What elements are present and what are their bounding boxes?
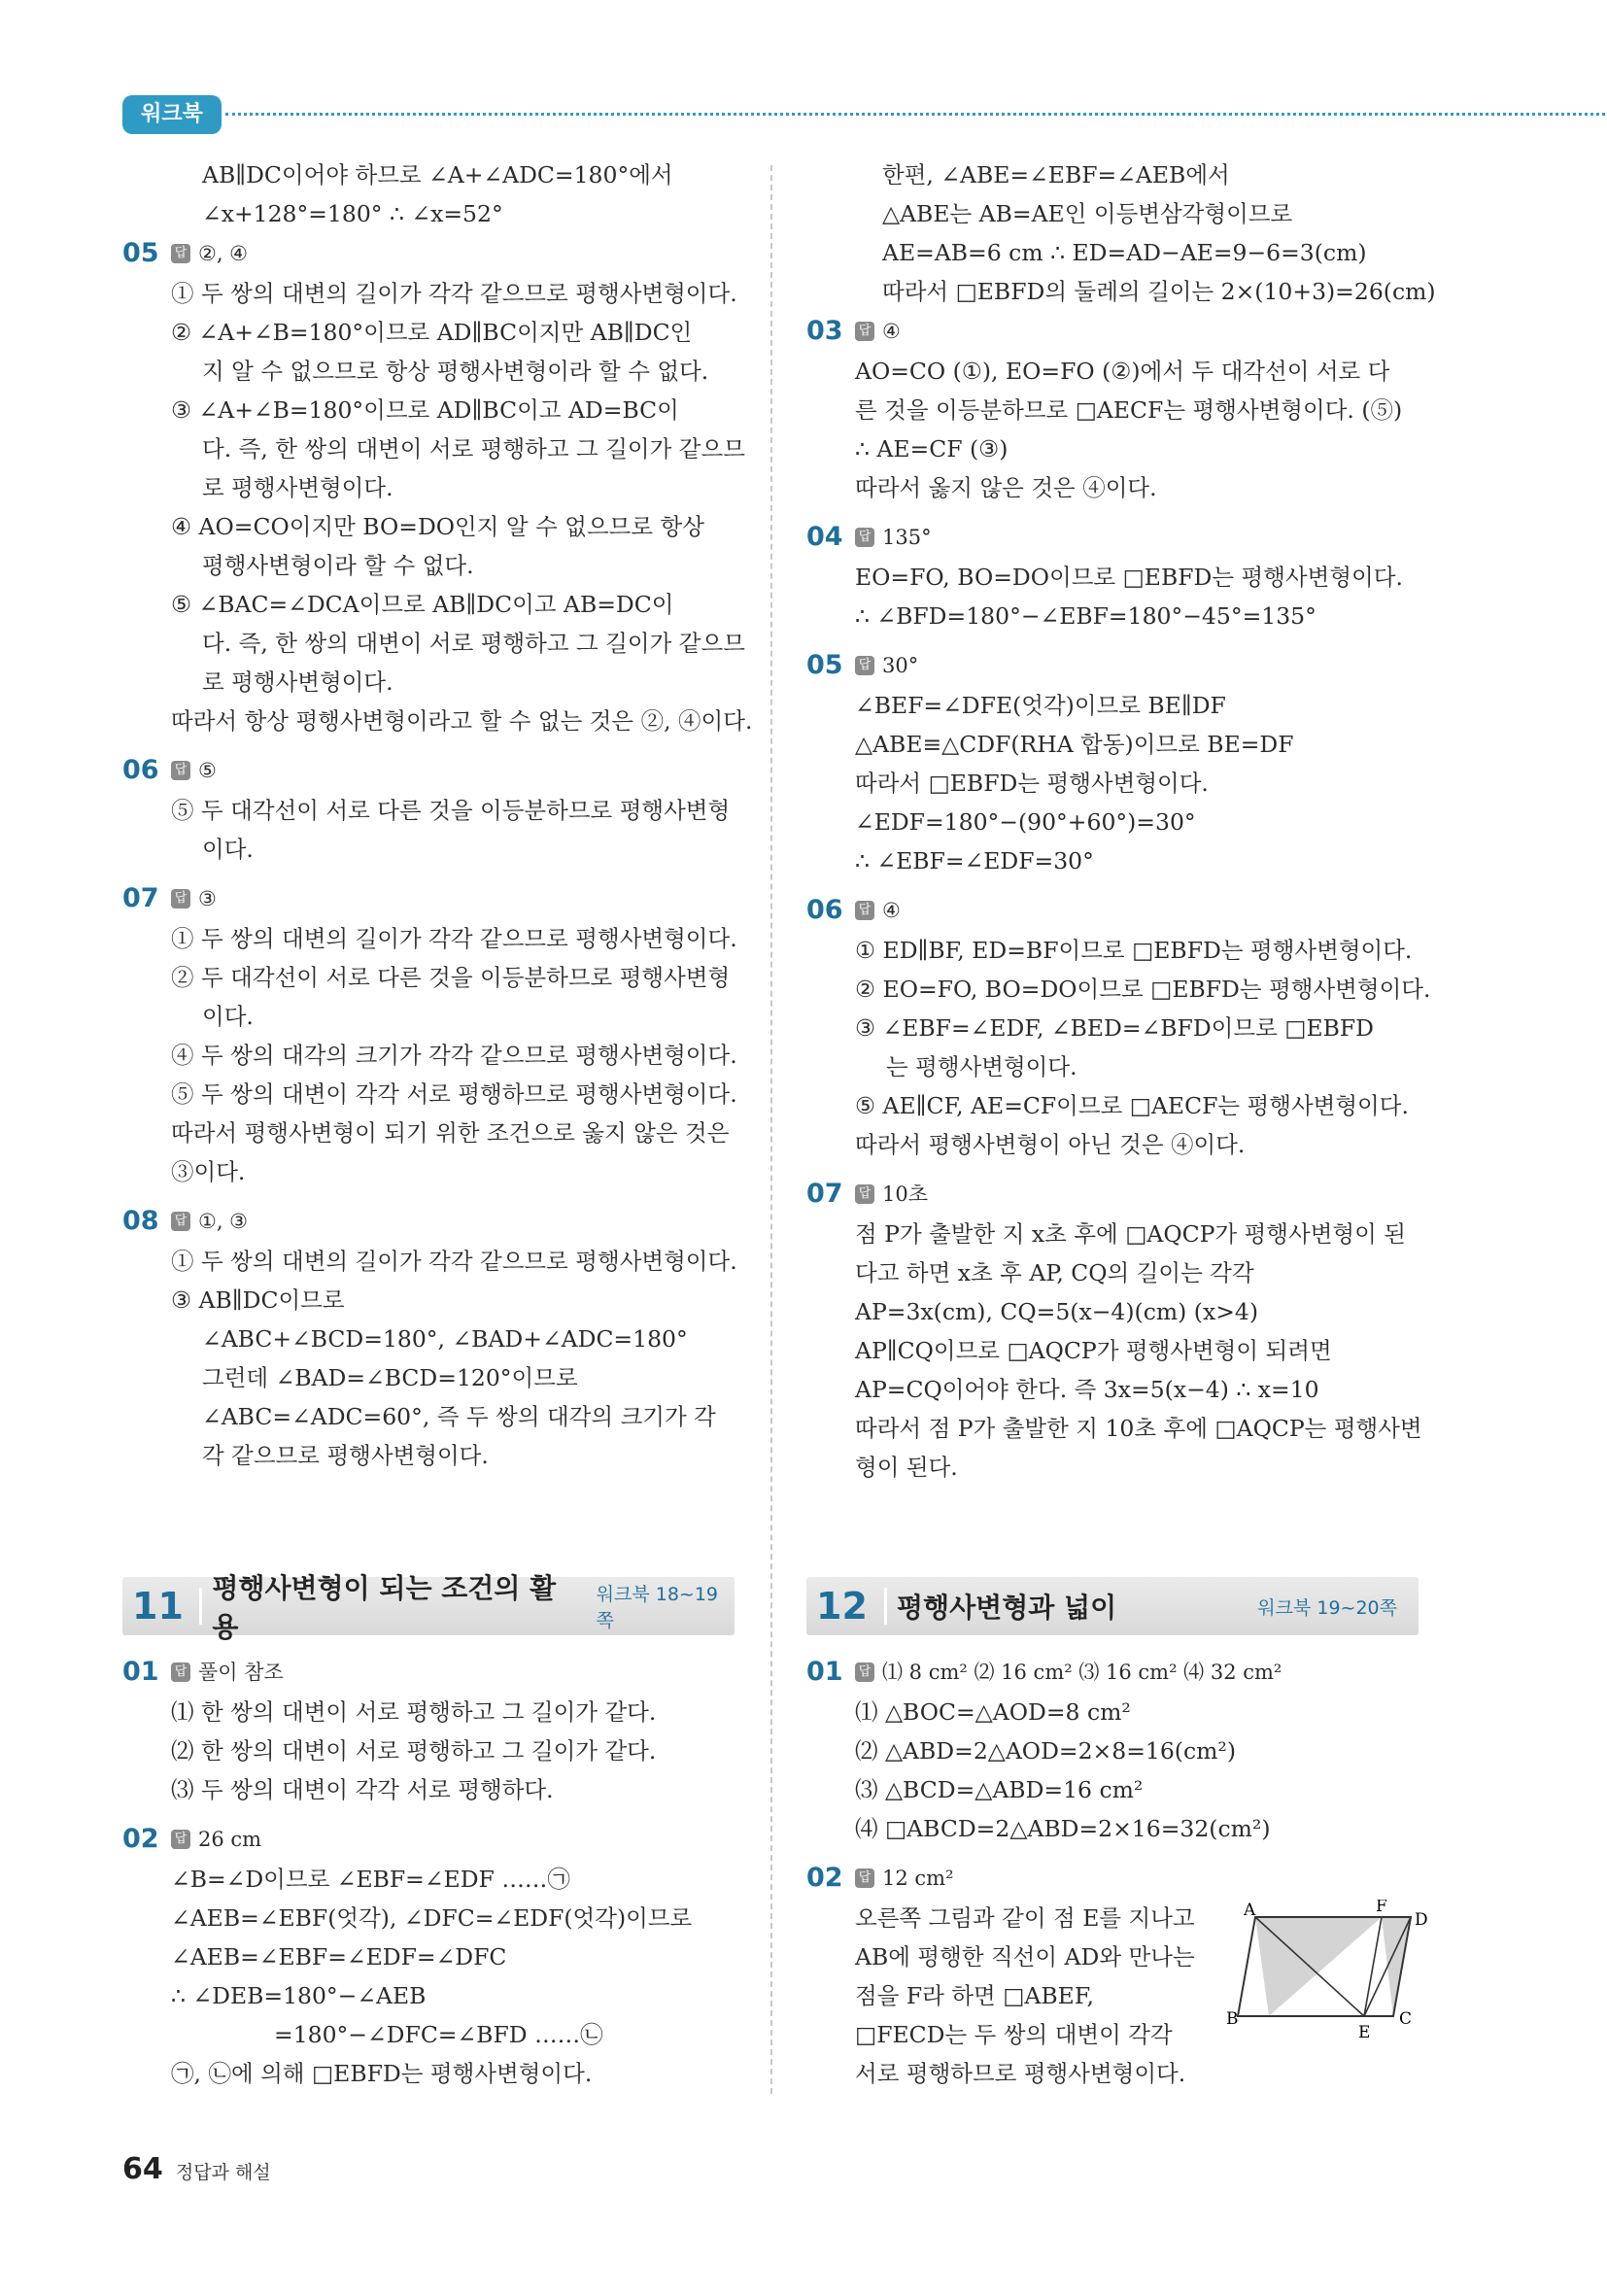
problem-block	[806, 890, 1431, 1164]
solution-line: ⑷ □ABCD=2△ABD=2×16=32(cm²)	[855, 1815, 1271, 1842]
problem-block	[806, 311, 1428, 507]
problem-answer: ②, ④	[198, 242, 249, 265]
section-12-header	[806, 1577, 1419, 1635]
solution-line: □FECD는 두 쌍의 대변이 각각	[855, 2021, 1173, 2048]
solution-line: AB에 평행한 직선이 AD와 만나는	[855, 1943, 1195, 1970]
solution-line: ㉠, ㉡에 의해 □EBFD는 평행사변형이다.	[171, 2060, 593, 2087]
solution-line: AP=3x(cm), CQ=5(x−4)(cm) (x>4)	[855, 1298, 1259, 1325]
problem-header	[806, 645, 1428, 686]
left-column	[122, 155, 753, 1485]
problem-block	[122, 1819, 744, 2093]
solution-line: 른 것을 이등분하므로 □AECF는 평행사변형이다. (⑤)	[855, 396, 1403, 424]
solution-line: ∴ ∠DEB=180°−∠AEB	[171, 1982, 427, 2009]
page-number: 64	[122, 2152, 163, 2186]
solution-line: ∠B=∠D이므로 ∠EBF=∠EDF ……㉠	[171, 1866, 570, 1893]
solution-line: ① 두 쌍의 대변의 길이가 각각 같으므로 평행사변형이다.	[171, 1248, 737, 1275]
answer-icon: 답	[855, 322, 874, 341]
solution-line: ⑵ △ABD=2△AOD=2×8=16(cm²)	[855, 1737, 1236, 1765]
problem-header	[122, 878, 744, 919]
solution-line: ∠BEF=∠DFE(엇각)이므로 BE∥DF	[855, 692, 1226, 719]
problem-header	[122, 750, 744, 791]
answer-icon: 답	[855, 1662, 874, 1682]
solution-line: 서로 평행하므로 평행사변형이다.	[855, 2060, 1186, 2087]
solution-line: 이다.	[202, 836, 254, 863]
problem-block	[806, 1652, 1428, 1848]
problem-block	[806, 645, 1428, 880]
solution-line: 평행사변형이라 할 수 없다.	[202, 552, 474, 579]
intro-line: 따라서 □EBFD의 둘레의 길이는 2×(10+3)=26(cm)	[882, 278, 1436, 305]
problem-block	[122, 878, 744, 1191]
solution-line: ⑵ 한 쌍의 대변이 서로 평행하고 그 길이가 같다.	[171, 1737, 657, 1765]
solution-line: 따라서 평행사변형이 아닌 것은 ④이다.	[855, 1131, 1246, 1158]
problem-header	[806, 517, 1428, 558]
problem-answer: 12 cm²	[882, 1867, 954, 1890]
solution-line: 다고 하면 x초 후 AP, CQ의 길이는 각각	[855, 1259, 1254, 1286]
solution-line: ③ ∠A+∠B=180°이므로 AD∥BC이고 AD=BC이	[171, 396, 679, 424]
problem-block	[122, 1652, 744, 1809]
problem-header	[122, 1201, 744, 1242]
solution-line: 각 같으므로 평행사변형이다.	[202, 1442, 489, 1469]
intro-line: AE=AB=6 cm ∴ ED=AD−AE=9−6=3(cm)	[882, 239, 1367, 266]
section-11-header	[122, 1572, 735, 1643]
solution-line: ⑤ AE∥CF, AE=CF이므로 □AECF는 평행사변형이다.	[855, 1092, 1409, 1119]
solution-line: ∠AEB=∠EBF=∠EDF=∠DFC	[171, 1943, 507, 1970]
solution-line: 다. 즉, 한 쌍의 대변이 서로 평행하고 그 길이가 같으므	[202, 435, 745, 463]
section-divider-bar	[199, 1588, 202, 1625]
label-b: B	[1226, 2009, 1239, 2029]
section-title: 평행사변형과 넓이	[897, 1592, 1117, 1624]
solution-line: 따라서 항상 평행사변형이라고 할 수 없는 것은 ②, ④이다.	[171, 707, 753, 735]
answer-icon: 답	[171, 1212, 190, 1231]
problem-header	[122, 1819, 744, 1860]
solution-line: ① ED∥BF, ED=BF이므로 □EBFD는 평행사변형이다.	[855, 937, 1413, 964]
answer-icon: 답	[171, 889, 190, 908]
problem-answer: ①, ③	[198, 1210, 249, 1233]
solution-line: 는 평행사변형이다.	[886, 1053, 1077, 1080]
solution-line: =180°−∠DFC=∠BFD ……㉡	[274, 2021, 603, 2048]
problem-header	[806, 311, 1428, 352]
workbook-tag: 워크북	[122, 95, 222, 134]
problem-header	[122, 1652, 744, 1693]
solution-line: ∴ AE=CF (③)	[855, 435, 1009, 463]
problem-number: 06	[806, 895, 843, 925]
solution-line: 이다.	[202, 1003, 254, 1030]
section-workbook-ref: 워크북 18~19쪽	[596, 1584, 719, 1631]
solution-line: ⑤ ∠BAC=∠DCA이므로 AB∥DC이고 AB=DC이	[171, 591, 674, 618]
solution-line: 지 알 수 없으므로 항상 평행사변형이라 할 수 없다.	[202, 358, 709, 385]
solution-line: AP=CQ이어야 한다. 즉 3x=5(x−4) ∴ x=10	[855, 1376, 1319, 1403]
section-workbook-ref: 워크북 19~20쪽	[1257, 1596, 1397, 1619]
section-number: 11	[132, 1585, 184, 1628]
solution-line: ∠ABC+∠BCD=180°, ∠BAD+∠ADC=180°	[202, 1325, 688, 1353]
right-column	[806, 155, 1436, 1496]
solution-line: ④ 두 쌍의 대각의 크기가 각각 같으므로 평행사변형이다.	[171, 1042, 737, 1069]
answer-icon: 답	[855, 656, 874, 675]
problem-number: 07	[122, 883, 159, 913]
problem-number: 01	[122, 1657, 159, 1687]
problem-block	[122, 750, 744, 869]
solution-line: ③이다.	[171, 1158, 246, 1185]
label-f: F	[1376, 1900, 1387, 1916]
problem-answer: ⑴ 8 cm² ⑵ 16 cm² ⑶ 16 cm² ⑷ 32 cm²	[882, 1661, 1282, 1684]
problem-answer: ⑤	[198, 759, 217, 782]
solution-line: ⑶ △BCD=△ABD=16 cm²	[855, 1776, 1144, 1803]
answer-icon: 답	[855, 528, 874, 547]
solution-line: 오른쪽 그림과 같이 점 E를 지나고	[855, 1904, 1195, 1932]
problem-number: 04	[806, 522, 843, 552]
problem-header	[806, 1858, 1428, 1899]
problem-number: 06	[122, 755, 159, 785]
column-divider	[770, 165, 772, 2094]
intro-line: 한편, ∠ABE=∠EBF=∠AEB에서	[882, 161, 1230, 188]
label-a: A	[1244, 1901, 1256, 1920]
solution-line: AO=CO (①), EO=FO (②)에서 두 대각선이 서로 다	[855, 358, 1390, 385]
problem-answer: 135°	[882, 526, 932, 549]
solution-line: ⑴ △BOC=△AOD=8 cm²	[855, 1698, 1131, 1726]
solution-line: AP∥CQ이므로 □AQCP가 평행사변형이 되려면	[855, 1337, 1332, 1364]
solution-line: ∠ABC=∠ADC=60°, 즉 두 쌍의 대각의 크기가 각	[202, 1403, 716, 1430]
answer-icon: 답	[171, 761, 190, 780]
solution-line: ∠AEB=∠EBF(엇각), ∠DFC=∠EDF(엇각)이므로	[171, 1904, 693, 1932]
problem-number: 08	[122, 1206, 159, 1236]
problem-number: 03	[806, 316, 843, 346]
problem-block	[806, 517, 1428, 635]
label-c: C	[1399, 2009, 1413, 2029]
problem-number: 07	[806, 1179, 843, 1209]
solution-line: ② ∠A+∠B=180°이므로 AD∥BC이지만 AB∥DC인	[171, 319, 693, 346]
solution-line: ⑤ 두 대각선이 서로 다른 것을 이등분하므로 평행사변형	[171, 797, 731, 824]
solution-line: 따라서 점 P가 출발한 지 10초 후에 □AQCP는 평행사변	[855, 1415, 1422, 1442]
problem-number: 02	[122, 1824, 159, 1854]
solution-line: 따라서 □EBFD는 평행사변형이다.	[855, 770, 1209, 797]
problem-answer: 풀이 참조	[198, 1661, 284, 1684]
intro-line: △ABE는 AB=AE인 이등변삼각형이므로	[882, 200, 1293, 227]
problem-answer: 10초	[882, 1182, 929, 1206]
header-dotted-line	[225, 113, 1605, 116]
solution-line: 로 평행사변형이다.	[202, 474, 393, 501]
segment-fe	[1364, 1917, 1382, 2016]
section-divider-bar	[884, 1588, 887, 1625]
label-d: D	[1415, 1910, 1428, 1930]
solution-line: ② EO=FO, BO=DO이므로 □EBFD는 평행사변형이다.	[855, 976, 1431, 1003]
solution-line: ⑶ 두 쌍의 대변이 각각 서로 평행하다.	[171, 1776, 554, 1803]
section-number: 12	[816, 1585, 868, 1628]
solution-line: 로 평행사변형이다.	[202, 668, 393, 696]
problem-header	[806, 1174, 1428, 1215]
problem-header	[806, 890, 1428, 931]
problem-block	[806, 1174, 1428, 1487]
answer-icon: 답	[855, 1868, 874, 1888]
label-e: E	[1358, 2023, 1371, 2042]
problem-header	[122, 233, 744, 274]
answer-icon: 답	[171, 244, 190, 263]
problem-number: 05	[122, 238, 159, 268]
solution-line: ③ ∠EBF=∠EDF, ∠BED=∠BFD이므로 □EBFD	[855, 1014, 1375, 1042]
solution-line: EO=FO, BO=DO이므로 □EBFD는 평행사변형이다.	[855, 564, 1403, 591]
answer-icon: 답	[855, 1184, 874, 1204]
problem-number: 01	[806, 1657, 843, 1687]
solution-line: 형이 된다.	[855, 1454, 958, 1481]
intro-line: AB∥DC이어야 하므로 ∠A+∠ADC=180°에서	[202, 161, 673, 188]
solution-line: ⑴ 한 쌍의 대변이 서로 평행하고 그 길이가 같다.	[171, 1698, 657, 1726]
problem-answer: 26 cm	[198, 1828, 262, 1851]
solution-line: ① 두 쌍의 대변의 길이가 각각 같으므로 평행사변형이다.	[171, 925, 737, 952]
problem-block	[122, 233, 753, 740]
solution-line: ④ AO=CO이지만 BO=DO인지 알 수 없으므로 항상	[171, 513, 704, 540]
solution-line: 따라서 옳지 않은 것은 ④이다.	[855, 474, 1157, 501]
answer-icon: 답	[855, 901, 874, 920]
problem-answer: 30°	[882, 654, 919, 677]
solution-line: △ABE≡△CDF(RHA 합동)이므로 BE=DF	[855, 731, 1294, 758]
solution-line: 그런데 ∠BAD=∠BCD=120°이므로	[202, 1364, 578, 1391]
solution-line: 다. 즉, 한 쌍의 대변이 서로 평행하고 그 길이가 같으므	[202, 630, 745, 657]
footer-label: 정답과 해설	[175, 2162, 271, 2183]
solution-line: ∴ ∠BFD=180°−∠EBF=180°−45°=135°	[855, 602, 1316, 630]
answer-icon: 답	[171, 1830, 190, 1849]
problem-header	[806, 1652, 1428, 1693]
problem-answer: ④	[882, 320, 901, 343]
solution-line: 점 P가 출발한 지 x초 후에 □AQCP가 평행사변형이 된	[855, 1220, 1406, 1248]
solution-line: ∴ ∠EBF=∠EDF=30°	[855, 847, 1094, 874]
section-11-body	[122, 1652, 744, 2103]
solution-line: 따라서 평행사변형이 되기 위한 조건으로 옳지 않은 것은	[171, 1119, 730, 1147]
parallelogram-figure	[1226, 1900, 1430, 2045]
intro-line: ∠x+128°=180° ∴ ∠x=52°	[202, 200, 503, 227]
section-title: 평행사변형이 되는 조건의 활용	[212, 1572, 557, 1643]
problem-answer: ④	[882, 899, 901, 922]
solution-line: 점을 F라 하면 □ABEF,	[855, 1982, 1094, 2009]
problem-number: 02	[806, 1863, 843, 1893]
problem-block	[122, 1201, 744, 1475]
page-footer	[122, 2152, 271, 2186]
solution-line: ⑤ 두 쌍의 대변이 각각 서로 평행하므로 평행사변형이다.	[171, 1080, 737, 1108]
problem-answer: ③	[198, 887, 217, 910]
answer-icon: 답	[171, 1662, 190, 1682]
solution-line: ∠EDF=180°−(90°+60°)=30°	[855, 808, 1196, 836]
solution-line: ③ AB∥DC이므로	[171, 1286, 345, 1314]
triangle-abe-shade	[1255, 1917, 1382, 2016]
solution-line: ① 두 쌍의 대변의 길이가 각각 같으므로 평행사변형이다.	[171, 280, 737, 307]
problem-number: 05	[806, 650, 843, 680]
solution-line: ② 두 대각선이 서로 다른 것을 이등분하므로 평행사변형	[171, 964, 731, 991]
